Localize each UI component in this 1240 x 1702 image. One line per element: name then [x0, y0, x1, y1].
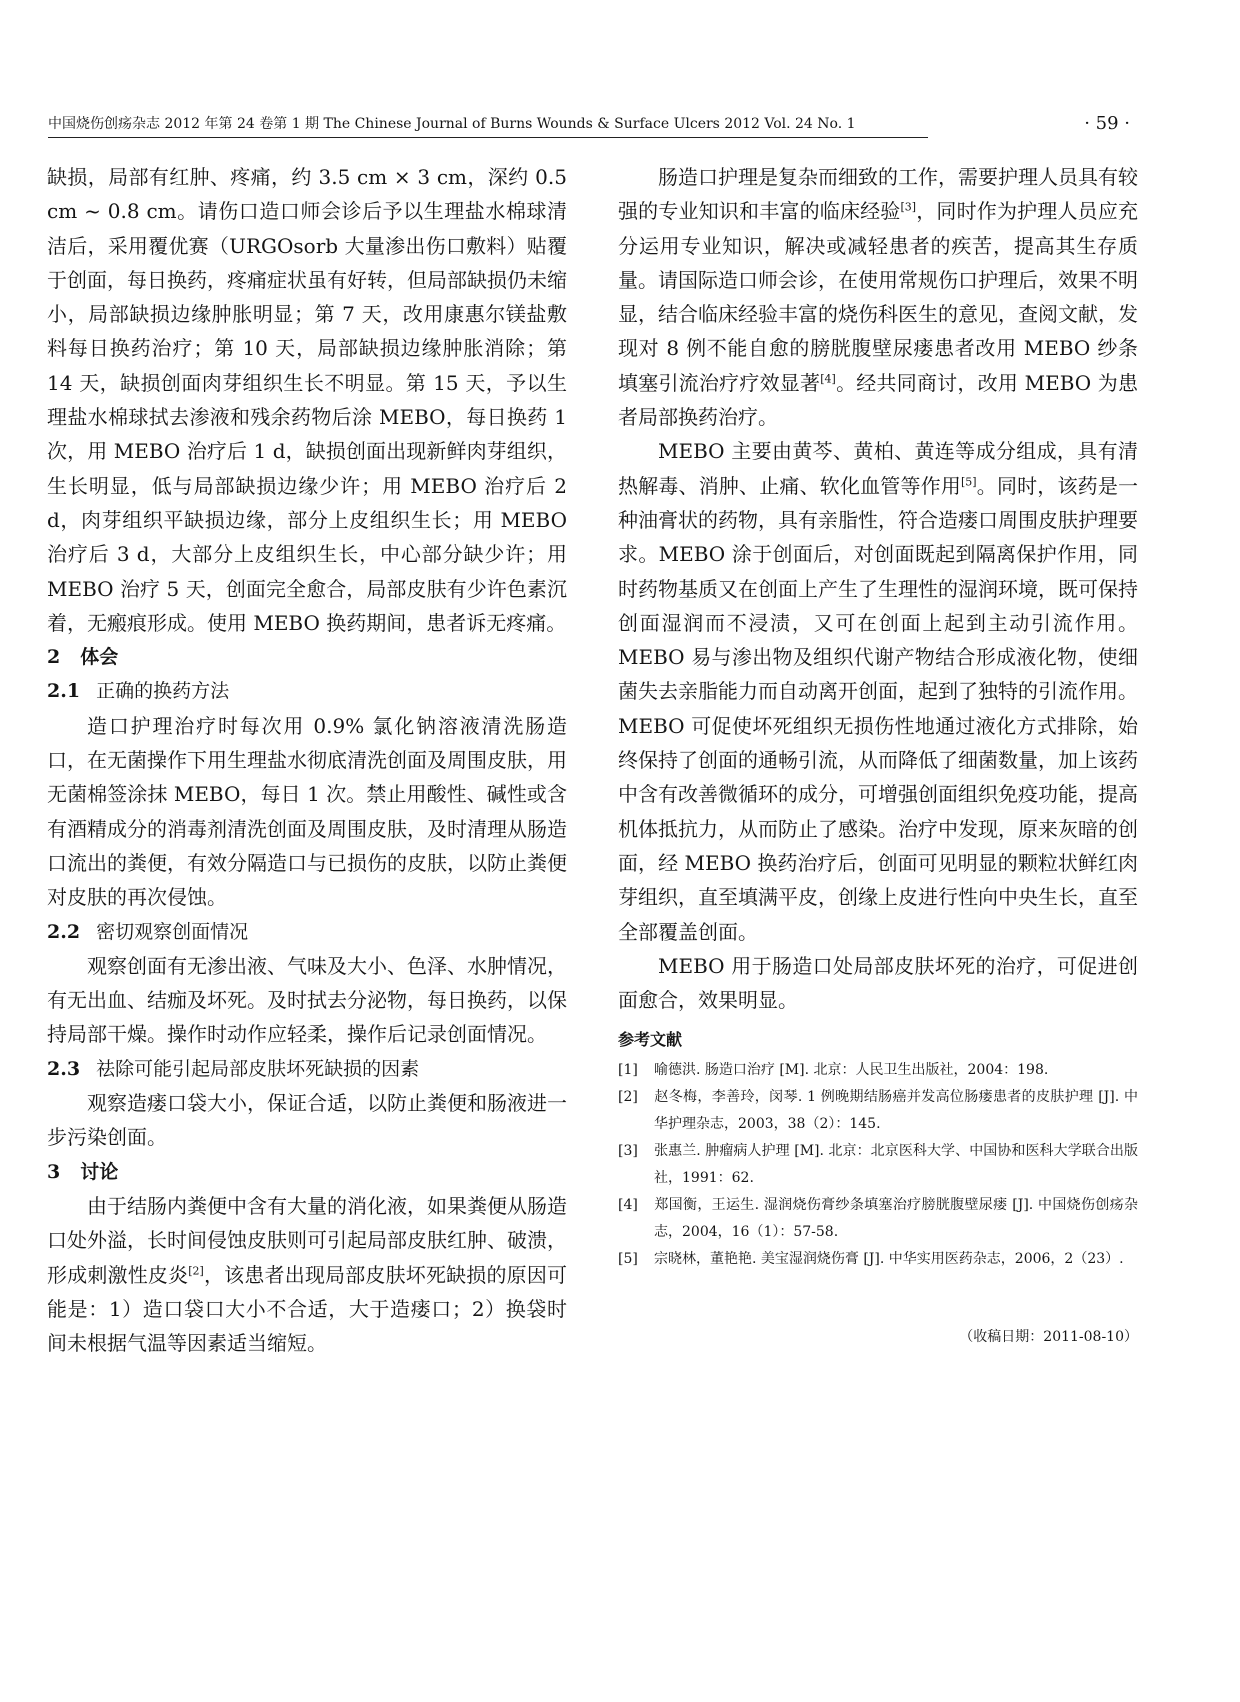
subsection-title: 祛除可能引起局部皮肤坏死缺损的因素	[96, 1057, 420, 1080]
text-run: 肠造口护理是复杂而细致的工作，需要护理人员具有较强的专业知识和丰富的临床经验	[618, 165, 1138, 224]
text-run: MEBO 主要由黄芩、黄柏、黄连等成分组成，具有清热解毒、消肿、止痛、软化血管等作用	[618, 439, 1138, 498]
text-run: ，该患者出现局部皮肤坏死缺损的原因可能是：1）造口袋口大小不合适，大于造瘘口；2）换袋时间未根据气温等因素适当缩短。	[47, 1262, 568, 1356]
text-run: ，同时作为护理人员应充分运用专业知识，解决或减轻患者的疾苦，提高其生存质量。请国际造口师会诊，在使用常规伤口护理后，效果不明显，结合临床经验丰富的烧伤科医生的意见，查阅文献，发现对 8 例不能自愈的膀胱腹壁尿瘘患者改用 MEBO 纱条填塞引流治疗疗效显著	[618, 199, 1139, 395]
received-date: （收稿日期：2011-08-10）	[959, 1329, 1138, 1345]
reference-item	[618, 1084, 1138, 1138]
left-column	[47, 160, 567, 1360]
citation: [2]	[188, 1263, 204, 1277]
section-heading	[47, 640, 567, 674]
subsection-title: 正确的换药方法	[96, 680, 230, 703]
case-paragraph: 缺损，局部有红肿、疼痛，约 3.5 cm × 3 cm，深约 0.5 cm ~ 0.8 cm。请伤口造口师会诊后予以生理盐水棉球清洁后，采用覆优赛（URGOsorb 大量渗出伤口敷料）贴覆于创面，每日换药，疼痛症状虽有好转，但局部缺损仍未缩小，局部缺损边缘肿胀明显；第 7 天，改用康惠尔镁盐敷料每日换药治疗；第 10 天，局部缺损边缘肿胀消除；第 14 天，缺损创面肉芽组织生长不明显。第 15 天，予以生理盐水棉球拭去渗液和残余药物后涂 MEBO，每日换药 1 次，用 MEBO 治疗后 1 d，缺损创面出现新鲜肉芽组织，生长明显，低与局部缺损边缘少许；用 MEBO 治疗后 2 d，肉芽组织平缺损边缘，部分上皮组织生长；用 MEBO 治疗后 3 d，大部分上皮组织生长，中心部分缺少许；用 MEBO 治疗 5 天，创面完全愈合，局部皮肤有少许色素沉着，无瘢痕形成。使用 MEBO 换药期间，患者诉无疼痛。	[47, 165, 567, 635]
reference-text: 喻德洪. 肠造口治疗 [M]. 北京：人民卫生出版社，2004：198.	[654, 1062, 1049, 1079]
reference-text: 赵冬梅，李善玲，闵琴. 1 例晚期结肠癌并发高位肠瘘患者的皮肤护理 [J]. 中华护理杂志，2003，38（2）：145.	[654, 1089, 1138, 1133]
text-run: 。同时，该药是一种油膏状的药物，具有亲脂性，符合造瘘口周围皮肤护理要求。MEBO 涂于创面后，对创面既起到隔离保护作用，同时药物基质又在创面上产生了生理性的湿润环境，既可保持创面湿润而不浸渍，又可在创面上起到主动引流作用。MEBO 易与渗出物及组织代谢产物结合形成液化物，使细菌失去亲脂能力而自动离开创面，起到了独特的引流作用。MEBO 可促使坏死组织无损伤性地通过液化方式排除，始终保持了创面的通畅引流，从而降低了细菌数量，加上该药中含有改善微循环的成分，可增强创面组织免疫功能，提高机体抵抗力，从而防止了感染。治疗中发现，原来灰暗的创面，经 MEBO 换药治疗后，创面可见明显的颗粒状鲜红肉芽组织，直至填满平皮，创缘上皮进行性向中央生长，直至全部覆盖创面。	[618, 473, 1139, 944]
body-paragraph	[618, 434, 1138, 948]
reference-number: [4]	[618, 1197, 638, 1214]
reference-number: [5]	[618, 1251, 638, 1268]
body-paragraph: 观察创面有无渗出液、气味及大小、色泽、水肿情况，有无出血、结痂及坏死。及时拭去分泌物，每日换药，以保持局部干燥。操作时动作应轻柔，操作后记录创面情况。	[47, 953, 567, 1047]
section-number: 3	[47, 1160, 61, 1183]
section-title: 体会	[80, 646, 119, 669]
body-paragraph	[47, 1189, 567, 1360]
subsection-title: 密切观察创面情况	[96, 920, 249, 943]
citation: [4]	[820, 372, 836, 386]
body-paragraph: MEBO 用于肠造口处局部皮肤坏死的治疗，可促进创面愈合，效果明显。	[618, 953, 1138, 1013]
section-heading	[47, 1155, 567, 1189]
citation: [3]	[900, 200, 917, 214]
body-paragraph	[618, 160, 1138, 434]
reference-number: [3]	[618, 1143, 638, 1160]
running-header	[48, 112, 1130, 136]
subsection-heading	[47, 674, 567, 708]
right-column	[618, 160, 1139, 1345]
subsection-heading	[47, 1052, 567, 1086]
reference-item	[618, 1057, 1138, 1084]
references-heading: 参考文献	[618, 1030, 683, 1050]
header-rule	[48, 137, 928, 138]
page-number: · 59 ·	[1084, 113, 1130, 134]
reference-text: 郑国衡，王运生. 湿润烧伤膏纱条填塞治疗膀胱腹壁尿瘘 [J]. 中国烧伤创疡杂志，2004，16（1）：57-58.	[654, 1197, 1138, 1241]
journal-line: 中国烧伤创疡杂志 2012 年第 24 卷第 1 期 The Chinese Journal of Burns Wounds & Surface Ulcers 2012 Vol. 24 No. 1	[48, 116, 856, 132]
text-run: 由于结肠内粪便中含有大量的消化液，如果粪便从肠造口处外溢，长时间侵蚀皮肤则可引起局部皮肤红肿、破溃，形成刺激性皮炎	[47, 1193, 567, 1287]
reference-text: 宗晓林，董艳艳. 美宝湿润烧伤膏 [J]. 中华实用医药杂志，2006，2（23）.	[654, 1251, 1124, 1268]
body-paragraph: 观察造瘘口袋大小，保证合适，以防止粪便和肠液进一步污染创面。	[47, 1091, 567, 1150]
subsection-heading	[47, 915, 567, 949]
reference-list	[618, 1057, 1138, 1273]
reference-item	[618, 1246, 1138, 1273]
body-paragraph: 造口护理治疗时每次用 0.9% 氯化钠溶液清洗肠造口，在无菌操作下用生理盐水彻底清洗创面及周围皮肤，用无菌棉签涂抹 MEBO，每日 1 次。禁止用酸性、碱性或含有酒精成分的消毒剂清洗创面及周围皮肤，及时清理从肠造口流出的粪便，有效分隔造口与已损伤的皮肤，以防止粪便对皮肤的再次侵蚀。	[47, 713, 567, 910]
reference-text: 张惠兰. 肿瘤病人护理 [M]. 北京：北京医科大学、中国协和医科大学联合出版社，1991：62.	[654, 1143, 1138, 1187]
subsection-number: 2.1	[47, 680, 81, 703]
subsection-number: 2.2	[47, 920, 81, 943]
reference-number: [1]	[618, 1062, 638, 1079]
section-number: 2	[47, 646, 61, 669]
subsection-number: 2.3	[47, 1057, 81, 1080]
reference-item	[618, 1138, 1138, 1192]
section-title: 讨论	[80, 1160, 119, 1183]
reference-number: [2]	[618, 1089, 638, 1106]
citation: [5]	[961, 475, 977, 489]
reference-item	[618, 1192, 1138, 1246]
text-run: 。经共同商讨，改用 MEBO 为患者局部换药治疗。	[618, 370, 1139, 430]
